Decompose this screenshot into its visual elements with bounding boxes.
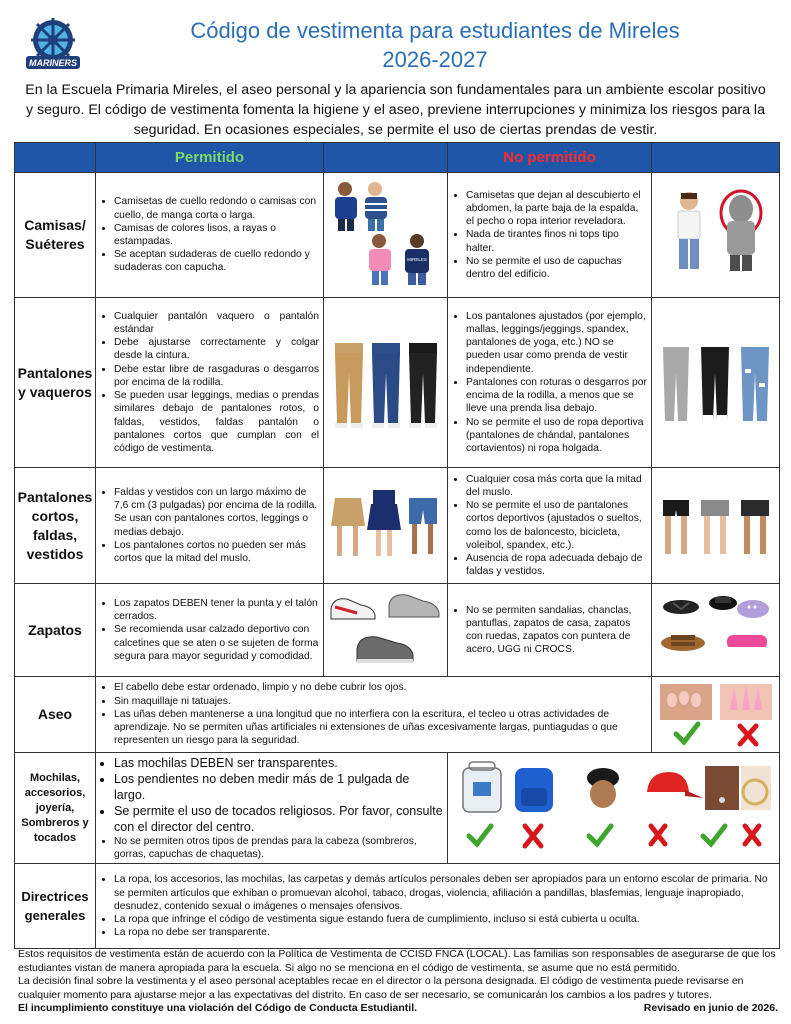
category-shoes: Zapatos — [15, 584, 96, 677]
cross-icon — [740, 726, 756, 744]
allowed-shirts-image — [324, 173, 448, 298]
header-not-allowed-img — [652, 143, 780, 173]
not-allowed-shorts-image — [652, 468, 780, 584]
not-allowed-pants — [448, 298, 652, 468]
list-item: • Las uñas deben mantenerse a una longitud que no interfiera con la escritura, el tecleo u otras actividades de aprendizaje. No se permiten uñas artificiales ni extensiones de uñas excesivamente largas, puntiagudas o que representen un riesgo para la seguridad. — [114, 708, 647, 748]
row-general — [15, 864, 780, 949]
allowed-shoes-image — [324, 584, 448, 677]
footer-bottom-line — [18, 1002, 778, 1016]
list-item: • Faldas y vestidos con un largo máximo de 7,6 cm (3 pulgadas) por encima de la rodilla. Se usan con pantalones cortos, leggings o medias debajo. — [114, 486, 319, 539]
check-icon — [589, 826, 611, 844]
list-item: • Ausencia de ropa adecuada debajo de faldas y vestidos. — [466, 552, 647, 578]
list-item: • Se permite el uso de tocados religiosos. Por favor, consulte con el director del centro. — [114, 803, 443, 835]
header-allowed: Permitido — [96, 143, 324, 173]
list-item: • La ropa no debe ser transparente. — [114, 926, 775, 939]
row-shirts — [15, 173, 780, 298]
category-shirts: Camisas/ Suéteres — [15, 173, 96, 298]
dress-code-table — [14, 142, 780, 949]
list-item: • Los pantalones ajustados (por ejemplo, mallas, leggings/jeggings, spandex, pantalones de yoga, etc.) NO se pueden usar como prenda de vestir independiente. — [466, 310, 647, 376]
general-rules — [96, 864, 780, 949]
list-item: • Camisetas que dejan al descubierto el abdomen, la parte baja de la espalda, el pecho o ropa interior reveladora. — [466, 189, 647, 229]
footer-paragraph-1: Estos requisitos de vestimenta están de acuerdo con la Política de Vestimenta de CCISD FNCA (LOCAL). Las familias son responsables de asegurarse de que los estudiantes vistan de manera apropiada para la escuela. Si algo no se menciona en el código de vestimenta, se asume que no está permitido. — [18, 948, 776, 974]
mariners-logo-icon — [22, 14, 84, 76]
row-accessories — [15, 753, 780, 864]
table-header-row — [15, 143, 780, 173]
cross-icon — [525, 826, 541, 846]
list-item: • Los zapatos DEBEN tener la punta y el talón cerrados. — [114, 597, 319, 623]
not-allowed-shoes-image — [652, 584, 780, 677]
category-general: Directrices generales — [15, 864, 96, 949]
check-icon — [469, 826, 491, 844]
allowed-shorts — [96, 468, 324, 584]
intro-paragraph: En la Escuela Primaria Mireles, el aseo personal y la apariencia son fundamentales para un ambiente escolar positivo y seguro. El código de vestimenta fomenta la higiene y el aseo, previene interrupciones y minimiza los riesgos para la seguridad. En ocasiones especiales, se permite el uso de ciertas prendas de vestir. — [25, 82, 766, 138]
nails-image — [652, 677, 780, 753]
category-pants: Pantalones y vaqueros — [15, 298, 96, 468]
jeans-image — [327, 333, 445, 433]
not-allowed-shirts-image — [652, 173, 780, 298]
list-item: • Cualquier cosa más corta que la mitad del muslo. — [466, 473, 647, 499]
list-item: • Camisetas de cuello redondo o camisas con cuello, de manga corta o larga. — [114, 195, 319, 221]
skirts-shorts-image — [327, 486, 445, 566]
page-title — [90, 16, 780, 74]
allowed-shirts — [96, 173, 324, 298]
grooming-rules — [96, 677, 652, 753]
allowed-pants — [96, 298, 324, 468]
sneakers-image — [327, 587, 445, 673]
allowed-shoes — [96, 584, 324, 677]
list-item: • Camisas de colores lisos, a rayas o estampadas. — [114, 222, 319, 248]
row-shoes — [15, 584, 780, 677]
list-item: • Debe ajustarse correctamente y colgar desde la cintura. — [114, 336, 319, 362]
revision-date: Revisado en junio de 2026. — [643, 1002, 778, 1015]
footer-paragraph-2: La decisión final sobre la vestimenta y el aseo personal aceptables recae en el director o la persona designada. El código de vestimenta puede revisarse en cualquier momento para ajustarse mejor a las expectativas del distrito. En caso de ser necesario, se comunicarán los cambios a los padres y tutores. — [18, 975, 744, 1001]
list-item: • Cualquier pantalón vaquero o pantalón estándar — [114, 310, 319, 336]
list-item: • Sin maquillaje ni tatuajes. — [114, 695, 647, 708]
not-allowed-shirts — [448, 173, 652, 298]
violation-warning: El incumplimiento constituye una violación del Código de Conducta Estudiantil. — [18, 1002, 418, 1015]
list-item: • Pantalones con roturas o desgarros por encima de la rodilla, a menos que se lleve una prenda lisa debajo. — [466, 376, 647, 416]
list-item: • No se permiten sandalias, chanclas, pantuflas, zapatos de casa, zapatos con ruedas, zapatos con puntera de acero, UGG ni CROCS. — [466, 604, 647, 657]
row-shorts — [15, 468, 780, 584]
header-not-allowed: No permitido — [448, 143, 652, 173]
list-item: • Los pantalones cortos no pueden ser más cortos que la mitad del muslo. — [114, 539, 319, 565]
nails-comparison-image — [656, 680, 776, 750]
category-shorts: Pantalones cortos, faldas, vestidos — [15, 468, 96, 584]
sandals-crocs-image — [657, 587, 775, 673]
logo-text: MARINERS — [28, 58, 78, 68]
cross-icon — [745, 826, 759, 844]
kids-shirts-image — [327, 179, 445, 291]
list-item: • No se permite el uso de pantalones cortos deportivos (ajustados o sueltos, como los de baloncesto, bicicleta, voleibol, spandex, etc.). — [466, 499, 647, 552]
allowed-pants-image — [324, 298, 448, 468]
title-line-1: Código de vestimenta para estudiantes de Mireles — [190, 18, 680, 43]
list-item: • Se recomienda usar calzado deportivo con calcetines que se aten o se sujeten de forma segura para mayor seguridad y comodidad. — [114, 623, 319, 663]
not-allowed-shorts — [448, 468, 652, 584]
list-item: • Debe estar libre de rasgaduras o desgarros por encima de la rodilla. — [114, 363, 319, 389]
list-item: • Se aceptan sudaderas de cuello redondo y sudaderas con capucha. — [114, 248, 319, 274]
tank-top-hoodie-image — [657, 179, 775, 291]
footer — [18, 948, 778, 1016]
list-item: • La ropa, los accesorios, las mochilas, las carpetas y demás artículos personales deben ser apropiados para un entorno escolar de primaria. No se permiten artículos que exhiban o promuevan alcohol, tabaco, drogas, violencia, afiliación a pandillas, blasfemias, lenguaje inapropiado, desnudez, contenido sexual o imágenes o mensajes ofensivos. — [114, 873, 775, 913]
accessories-comparison-image — [455, 758, 773, 858]
not-allowed-shoes — [448, 584, 652, 677]
row-pants — [15, 298, 780, 468]
category-accessories: Mochilas, accesorios, joyería, Sombreros y tocados — [15, 753, 96, 864]
check-icon — [676, 724, 698, 742]
list-item: • El cabello debe estar ordenado, limpio y no debe cubrir los ojos. — [114, 681, 647, 694]
category-grooming: Aseo — [15, 677, 96, 753]
short-shorts-image — [657, 486, 775, 566]
list-item: • Se pueden usar leggings, medias o prendas similares debajo de pantalones rotos, o faldas, vestidos, faldas pantalón o pantalones cortos que cumplan con el código de vestimenta. — [114, 389, 319, 455]
list-item: • Los pendientes no deben medir más de 1 pulgada de largo. — [114, 771, 443, 803]
check-icon — [703, 826, 725, 844]
school-logo — [22, 14, 84, 76]
row-grooming — [15, 677, 780, 753]
not-allowed-pants-image — [652, 298, 780, 468]
accessories-rules — [96, 753, 448, 864]
title-line-2: 2026-2027 — [382, 47, 488, 72]
cross-icon — [651, 826, 665, 844]
header-blank — [15, 143, 96, 173]
list-item: • Las mochilas DEBEN ser transparentes. — [114, 755, 443, 771]
shirt-text: MIRELES — [406, 257, 427, 262]
header-allowed-img — [324, 143, 448, 173]
list-item: • La ropa que infringe el código de vestimenta sigue estando fuera de cumplimiento, incluso si está cubierta u oculta. — [114, 913, 775, 926]
leggings-sweatpants-image — [657, 333, 775, 433]
list-item: • Nada de tirantes finos ni tops tipo halter. — [466, 228, 647, 254]
list-item: • No se permite el uso de ropa deportiva (pantalones de chándal, pantalones cortavientos) ni ropa holgada. — [466, 416, 647, 456]
allowed-shorts-image — [324, 468, 448, 584]
list-item: • No se permite el uso de capuchas dentro del edificio. — [466, 255, 647, 281]
accessories-images — [448, 753, 780, 864]
list-item: • No se permiten otros tipos de prendas para la cabeza (sombreros, gorras, capuchas de chaquetas). — [114, 835, 443, 861]
